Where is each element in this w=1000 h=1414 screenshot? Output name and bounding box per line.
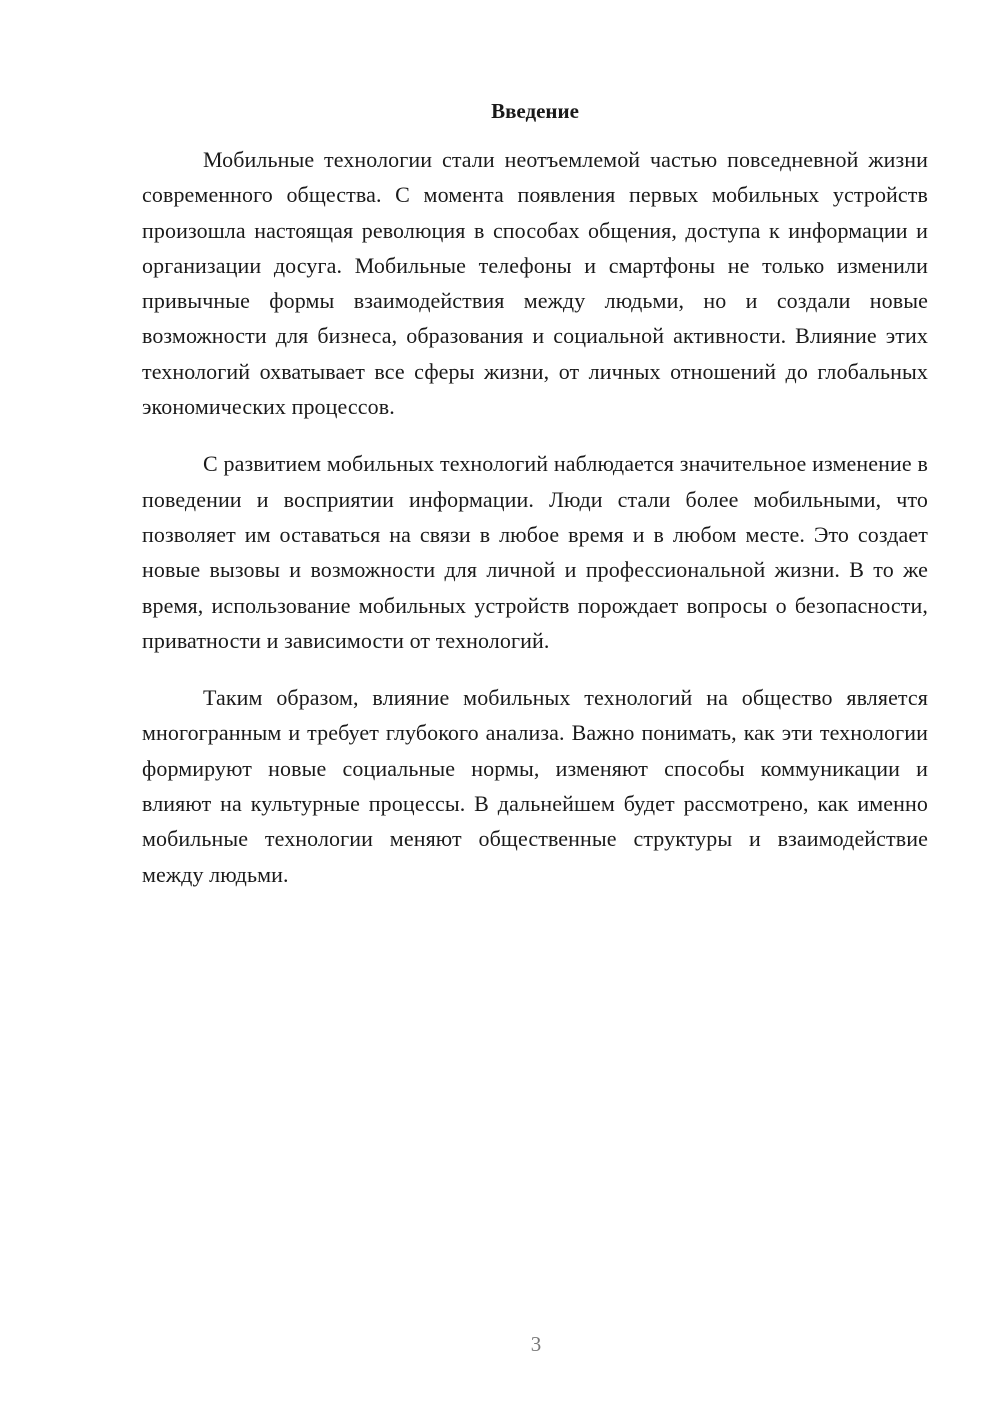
paragraph-3: Таким образом, влияние мобильных технологий на общество является многогранным и требует глубокого анализа. Важно понимать, как эти технологии формируют новые социальные нормы, изменяют способы коммуникации и влияют на культурные процессы. В дальнейшем будет рассмотрено, как именно мобильные технологии меняют общественные структуры и взаимодействие между людьми. — [142, 685, 928, 887]
paragraph-2: С развитием мобильных технологий наблюдается значительное изменение в поведении и восприятии информации. Люди стали более мобильными, что позволяет им оставаться на связи в любое время и в любом месте. Это создает новые вызовы и возможности для личной и профессиональной жизни. В то же время, использование мобильных устройств порождает вопросы о безопасности, приватности и зависимости от технологий. — [142, 451, 928, 653]
page-number: 3 — [530, 1332, 542, 1356]
section-title: Введение — [491, 99, 579, 123]
body-text — [142, 142, 928, 914]
paragraph-1: Мобильные технологии стали неотъемлемой частью повседневной жизни современного общества. С момента появления первых мобильных устройств произошла настоящая революция в способах общения, доступа к информации и организации досуга. Мобильные телефоны и смартфоны не только изменили привычные формы взаимодействия между людьми, но и создали новые возможности для бизнеса, образования и социальной активности. Влияние этих технологий охватывает все сферы жизни, от личных отношений до глобальных экономических процессов. — [142, 147, 928, 420]
